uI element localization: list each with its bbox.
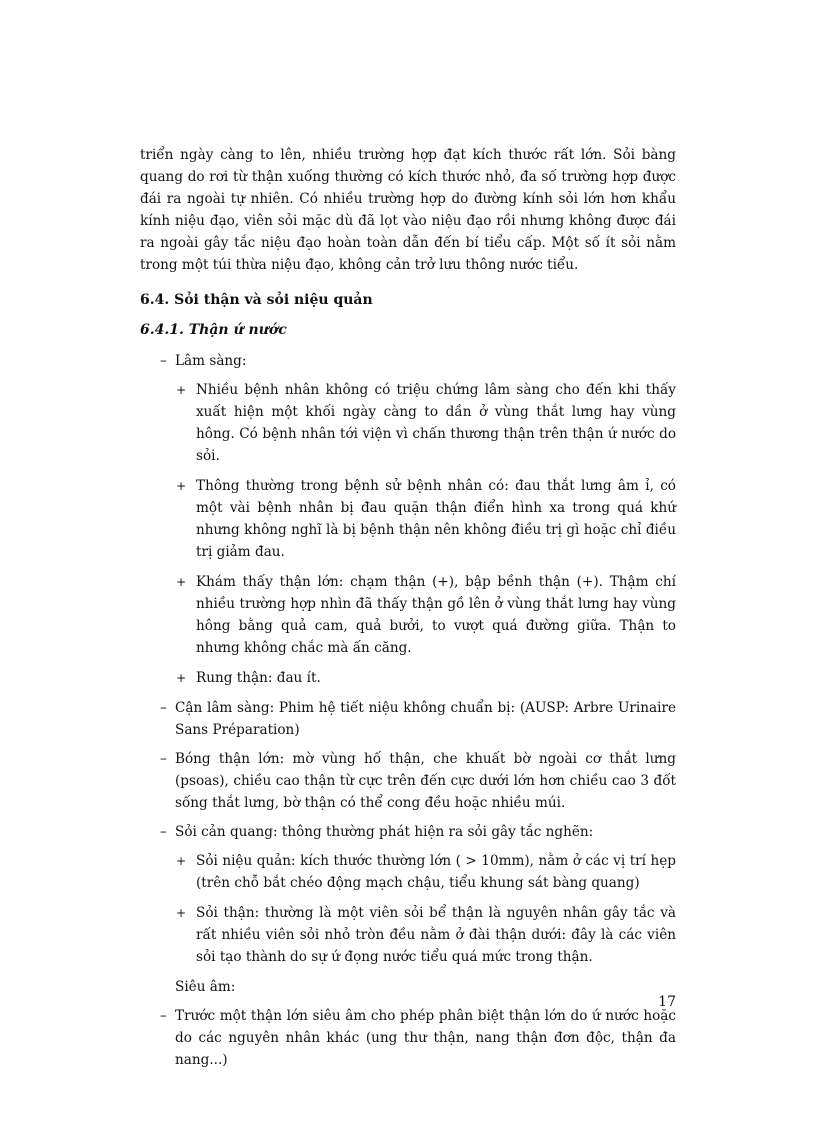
list-item-bong-than [140,748,676,814]
section-heading: 6.4. Sỏi thận và sỏi niệu quản [140,292,373,308]
list-item-can-lam-sang [140,697,676,741]
dash-marker: – [160,700,167,716]
page-number: 17 [658,994,676,1010]
sub-item-text: Khám thấy thận lớn: chạm thận (+), bập bềnh thận (+). Thậm chí nhiều trường hợp nhìn đã thấy thận gồ lên ở vùng thắt lưng hay vùng hông bằng quả cam, quả bưởi, to vượt quá đường giữa. Thận to nhưng không chắc mà ấn căng. [196,574,676,656]
plus-marker: + [176,479,187,493]
sub-item-text: Thông thường trong bệnh sử bệnh nhân có: đau thắt lưng âm ỉ, có một vài bệnh nhân bị đau quặn thận điển hình xa trong quá khứ nhưng không nghĩ là bị bệnh thận nên không điều trị gì hoặc chỉ điều trị giảm đau. [196,478,676,560]
dash-marker: – [160,824,167,840]
plus-marker: + [176,575,187,589]
list-item-text: Lâm sàng: [175,353,247,369]
sub-item-text: Sỏi niệu quản: kích thước thường lớn ( > 10mm), nằm ở các vị trí hẹp (trên chỗ bắt chéo động mạch chậu, tiểu khung sát bàng quang) [196,853,676,891]
sub-item-text: Sỏi thận: thường là một viên sỏi bể thận là nguyên nhân gây tắc và rất nhiều viên sỏi nhỏ tròn đều nằm ở đài thận dưới: đây là các viên sỏi tạo thành do sự ứ đọng nước tiểu quá mức trong thận. [196,905,676,965]
list-item-lam-sang [140,350,676,372]
sub-item-text: Nhiều bệnh nhân không có triệu chứng lâm sàng cho đến khi thấy xuất hiện một khối ngày càng to dần ở vùng thắt lưng hay vùng hông. Có bệnh nhân tới viện vì chấn thương thận trên thận ứ nước do sỏi. [196,382,676,464]
list-item-soi-can-quang [140,821,676,843]
plus-marker: + [176,383,187,397]
plus-marker: + [176,671,187,685]
sub-item-soi-than [140,902,676,968]
sub-item-lam-sang-3 [140,571,676,659]
list-item-text: Trước một thận lớn siêu âm cho phép phân biệt thận lớn do ứ nước hoặc do các nguyên nhân khác (ung thư thận, nang thận đơn độc, thận đa nang...) [175,1008,676,1068]
list-item-text: Bóng thận lớn: mờ vùng hố thận, che khuất bờ ngoài cơ thắt lưng (psoas), chiều cao thận từ cực trên đến cực dưới lớn hơn chiều cao 3 đốt sống thắt lưng, bờ thận có thể cong đều hoặc nhiều múi. [175,751,676,811]
intro-paragraph: triển ngày càng to lên, nhiều trường hợp đạt kích thước rất lớn. Sỏi bàng quang do rơi từ thận xuống thường có kích thước nhỏ, đa số trường hợp được đái ra ngoài tự nhiên. Có nhiều trường hợp do đường kính sỏi lớn hơn khẩu kính niệu đạo, viên sỏi mặc dù đã lọt vào niệu đạo rồi nhưng không được đái ra ngoài gây tắc niệu đạo hoàn toàn dẫn đến bí tiểu cấp. Một số ít sỏi nằm trong một túi thừa niệu đạo, không cản trở lưu thông nước tiểu. [140,147,676,273]
plus-marker: + [176,906,187,920]
dash-marker: – [160,751,167,767]
dash-marker: – [160,1008,167,1024]
sub-item-lam-sang-1 [140,379,676,467]
plus-marker: + [176,854,187,868]
sub-item-lam-sang-2 [140,475,676,563]
sub-item-lam-sang-4 [140,667,676,689]
sub-item-soi-nieu-quan [140,850,676,894]
sieu-am-label: Siêu âm: [175,979,236,995]
list-item-text: Sỏi cản quang: thông thường phát hiện ra sỏi gây tắc nghẽn: [175,824,594,840]
list-item-sieu-am-1 [140,1005,676,1071]
list-item-text: Cận lâm sàng: Phim hệ tiết niệu không chuẩn bị: (AUSP: Arbre Urinaire Sans Préparation) [175,700,676,738]
dash-marker: – [160,353,167,369]
sub-item-text: Rung thận: đau ít. [196,670,321,686]
subsection-heading: 6.4.1. Thận ứ nước [140,322,287,338]
page-content [140,144,676,1078]
